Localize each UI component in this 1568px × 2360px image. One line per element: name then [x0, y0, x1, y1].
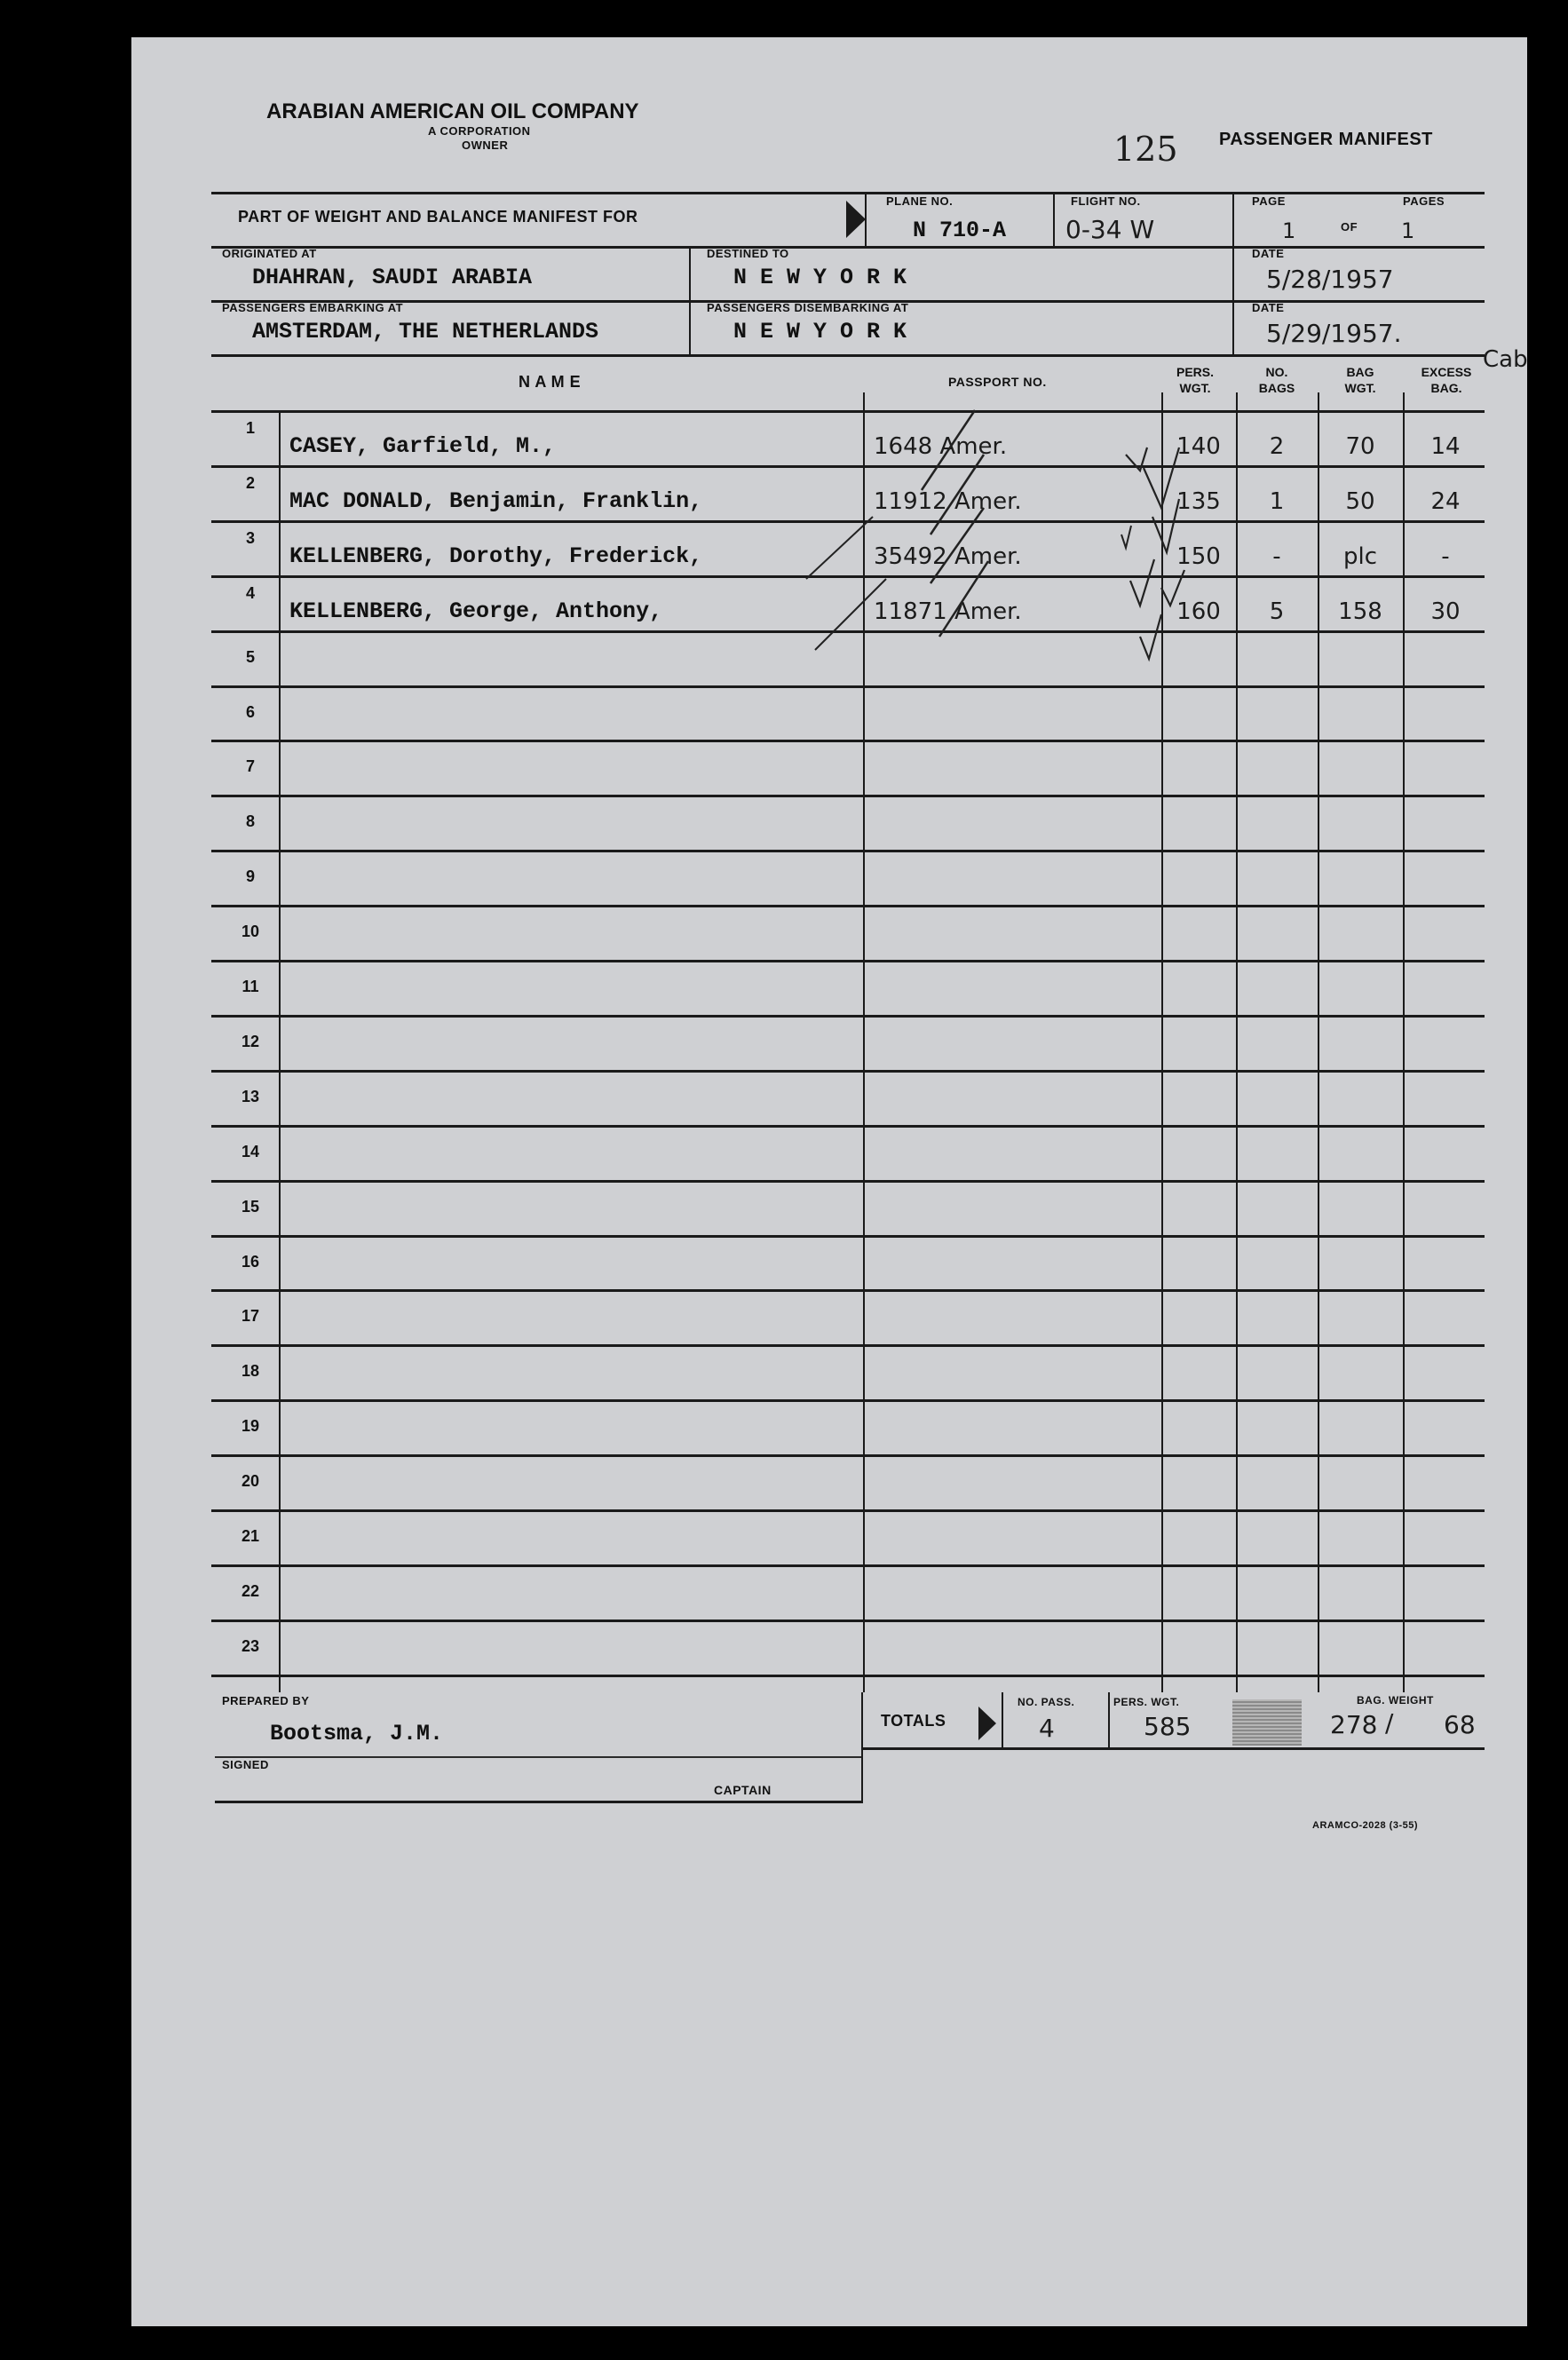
disembarking-label: PASSENGERS DISEMBARKING AT	[707, 301, 909, 314]
plane-label: PLANE NO.	[886, 194, 954, 208]
row-number: 12	[241, 1032, 260, 1050]
row-line	[211, 1399, 1485, 1402]
cell-bag-wgt: 158	[1338, 598, 1382, 625]
cell-pers-wgt: 160	[1176, 598, 1221, 625]
cell-passport: 11871 Amer.	[874, 598, 1022, 625]
row-line	[211, 1180, 1485, 1183]
row-number: 3	[245, 528, 255, 547]
excess-total-value: 68	[1444, 1710, 1476, 1739]
row-number: 20	[241, 1472, 260, 1491]
page-total: 1	[1401, 218, 1415, 243]
flight-number: 0-34 W	[1065, 215, 1155, 244]
originated-value: DHAHRAN, SAUDI ARABIA	[252, 265, 533, 290]
pers-wgt-total-value: 585	[1144, 1712, 1192, 1741]
row-number: 15	[241, 1197, 260, 1216]
row-line	[211, 1344, 1485, 1347]
date1-label: DATE	[1252, 247, 1285, 260]
prepared-value: Bootsma, J.M.	[270, 1721, 444, 1746]
cell-no-bags: 5	[1269, 598, 1285, 625]
col-name: N A M E	[519, 373, 582, 391]
row-line	[211, 1620, 1485, 1622]
cell-name: CASEY, Garfield, M.,	[289, 433, 557, 459]
row-number: 8	[245, 812, 255, 831]
cell-bag-wgt: 50	[1345, 487, 1375, 515]
cell-passport: 35492 Amer.	[874, 542, 1022, 570]
row-line	[211, 960, 1485, 962]
cell-excess: 24	[1430, 487, 1461, 515]
row-line	[211, 1289, 1485, 1292]
cell-excess: 30	[1430, 598, 1461, 625]
cell-no-bags: 1	[1269, 487, 1285, 515]
form-code: ARAMCO-2028 (3-55)	[1312, 1820, 1419, 1831]
disembarking-value: N E W Y O R K	[733, 319, 907, 344]
row-line	[211, 1125, 1485, 1128]
date1-value: 5/28/1957	[1266, 265, 1394, 294]
company-line2: A CORPORATION	[428, 124, 531, 138]
manifest-sheet	[131, 37, 1527, 2326]
row-line	[211, 1235, 1485, 1238]
destined-label: DESTINED TO	[707, 247, 789, 260]
originated-label: ORIGINATED AT	[222, 247, 317, 260]
bag-weight-label: BAG. WEIGHT	[1357, 1694, 1434, 1707]
row-line	[211, 740, 1485, 742]
pers-wgt-total-label: PERS. WGT.	[1113, 1696, 1180, 1708]
page-number: 1	[1282, 218, 1296, 243]
row-number: 13	[241, 1087, 260, 1105]
cell-name: KELLENBERG, Dorothy, Frederick,	[289, 542, 703, 569]
bag-weight-value: 278	[1330, 1710, 1378, 1739]
row-number: 2	[245, 473, 255, 492]
cell-no-bags: -	[1272, 542, 1281, 570]
row-number: 19	[241, 1417, 260, 1436]
row-line	[211, 1675, 1485, 1677]
row-line	[211, 905, 1485, 907]
row-number: 14	[241, 1142, 260, 1160]
plane-number: N 710-A	[913, 218, 1007, 243]
date2-value: 5/29/1957.	[1266, 319, 1402, 348]
row-line	[211, 1070, 1485, 1073]
cell-excess: 14	[1430, 433, 1461, 460]
totals-label: TOTALS	[881, 1712, 946, 1730]
embarking-value: AMSTERDAM, THE NETHERLANDS	[252, 319, 599, 344]
embarking-label: PASSENGERS EMBARKING AT	[222, 301, 404, 314]
row-number: 11	[242, 978, 259, 995]
arrow-right-icon	[977, 1703, 998, 1744]
no-pass-value: 4	[1039, 1714, 1055, 1743]
page-of: OF	[1341, 220, 1358, 234]
row-number: 23	[241, 1636, 260, 1655]
row-number: 21	[241, 1527, 260, 1545]
no-pass-label: NO. PASS.	[1018, 1696, 1075, 1708]
col-no-bags: NO. BAGS	[1258, 365, 1295, 395]
prepared-label: PREPARED BY	[222, 1694, 310, 1707]
row-line	[211, 1509, 1485, 1512]
row-line	[211, 685, 1485, 688]
row-number: 7	[245, 757, 255, 776]
row-number: 17	[241, 1307, 260, 1326]
cell-name: KELLENBERG, George, Anthony,	[289, 598, 663, 624]
pages-label: PAGES	[1403, 194, 1445, 208]
row-number: 10	[241, 923, 260, 941]
company-name: ARABIAN AMERICAN OIL COMPANY	[266, 99, 639, 123]
captain-label: CAPTAIN	[714, 1783, 772, 1797]
arrow-right-icon	[844, 197, 867, 242]
row-number: 6	[245, 702, 255, 721]
flight-label: FLIGHT NO.	[1071, 194, 1141, 208]
col-pers-wgt: PERS. WGT.	[1176, 365, 1214, 395]
destined-value: N E W Y O R K	[733, 265, 907, 290]
col-passport: PASSPORT NO.	[948, 375, 1047, 389]
col-bag-wgt: BAG WGT.	[1344, 365, 1376, 395]
row-line	[211, 795, 1485, 797]
row-line	[211, 1454, 1485, 1457]
row-number: 18	[241, 1362, 260, 1381]
page-label: PAGE	[1252, 194, 1286, 208]
cell-name: MAC DONALD, Benjamin, Franklin,	[289, 487, 703, 514]
row-number: 9	[245, 867, 255, 886]
pen-marks	[788, 392, 1197, 677]
cell-bag-wgt: 70	[1345, 433, 1375, 460]
company-line3: OWNER	[462, 139, 509, 152]
cell-pers-wgt: 135	[1176, 487, 1221, 515]
cell-bag-wgt: plc	[1342, 542, 1378, 570]
cell-passport: 11912 Amer.	[874, 487, 1022, 515]
obscured-stamp	[1232, 1699, 1302, 1746]
row-number: 5	[245, 647, 255, 666]
cell-pers-wgt: 140	[1176, 433, 1221, 460]
cell-pers-wgt: 150	[1176, 542, 1221, 570]
signed-label: SIGNED	[222, 1758, 269, 1771]
doc-title: PASSENGER MANIFEST	[1219, 130, 1433, 149]
bag-weight-slash: /	[1385, 1708, 1394, 1738]
row-line	[211, 850, 1485, 852]
row-line	[211, 1564, 1485, 1567]
part-label: PART OF WEIGHT AND BALANCE MANIFEST FOR	[238, 208, 638, 226]
doc-number: 125	[1113, 130, 1178, 169]
row-number: 4	[245, 583, 255, 602]
date2-label: DATE	[1252, 301, 1285, 314]
row-number: 16	[241, 1252, 260, 1271]
margin-note: Cab	[1483, 346, 1528, 373]
cell-passport: 1648 Amer.	[874, 433, 1008, 460]
cell-no-bags: 2	[1269, 433, 1285, 460]
row-number: 22	[241, 1581, 260, 1600]
row-line	[211, 1015, 1485, 1018]
col-excess: EXCESS BAG.	[1421, 365, 1472, 395]
cell-excess: -	[1441, 542, 1450, 570]
row-number: 1	[245, 419, 255, 437]
